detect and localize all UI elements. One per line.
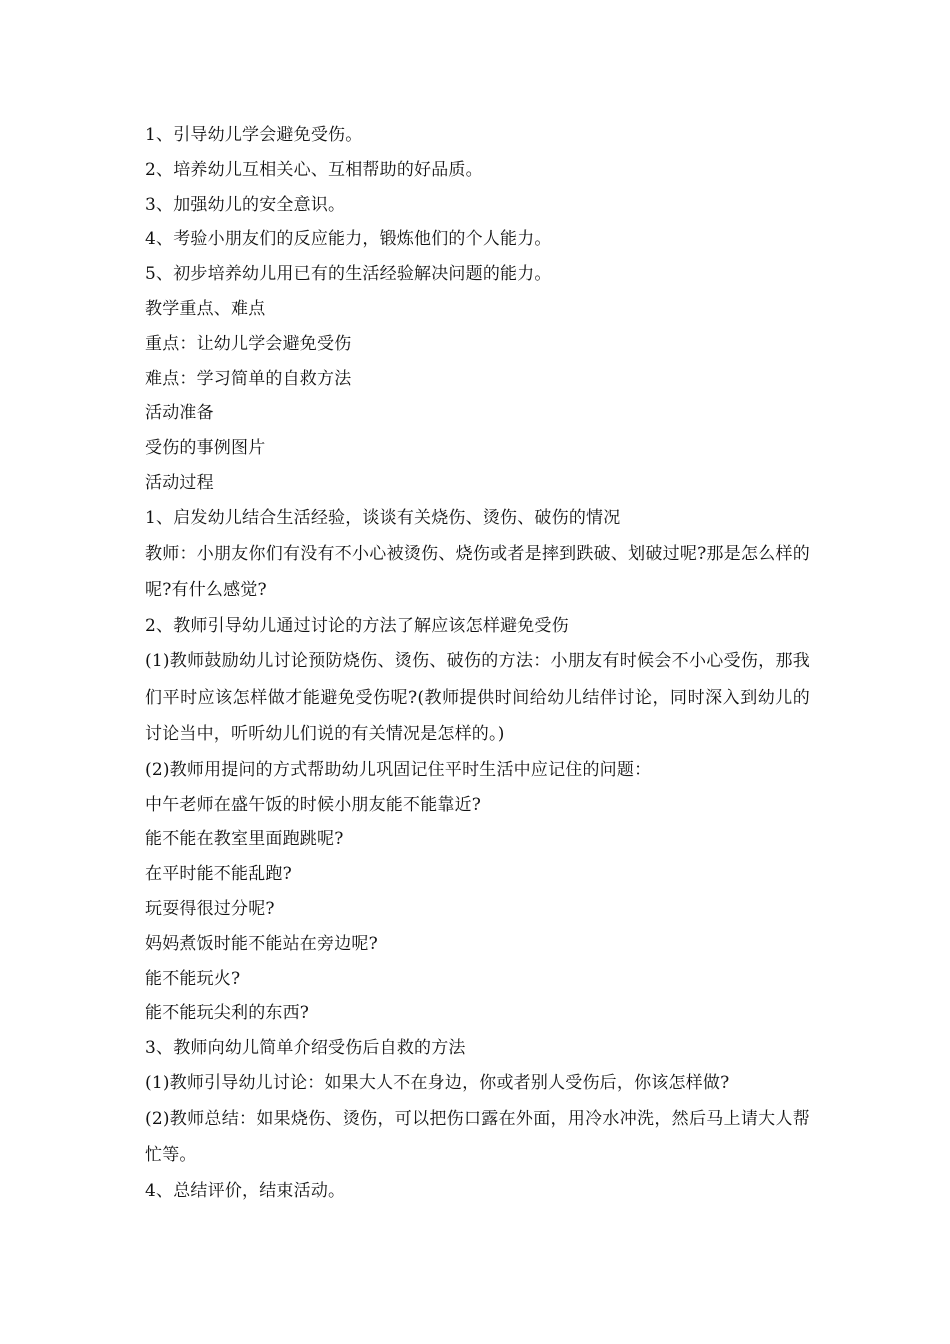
- objective-item: 2、培养幼儿互相关心、互相帮助的好品质。: [145, 159, 483, 180]
- step-4: 4、总结评价，结束活动。: [145, 1180, 346, 1201]
- preparation-text: 受伤的事例图片: [145, 438, 266, 459]
- objective-item: 5、初步培养幼儿用已有的生活经验解决问题的能力。: [145, 264, 552, 285]
- key-point: 重点：让幼儿学会避免受伤: [145, 333, 352, 354]
- question-item: 在平时能不能乱跑?: [145, 864, 292, 885]
- question-item: 中午老师在盛午饭的时候小朋友能不能靠近?: [145, 794, 482, 815]
- step-2-1-paragraph: (1)教师鼓励幼儿讨论预防烧伤、烫伤、破伤的方法：小朋友有时候会不小心受伤，那我们平时应该怎样做才能避免受伤呢?(教师提供时间给幼儿结伴讨论，同时深入到幼儿的讨论当中，听听幼儿们说的有关情况是怎样的。): [145, 651, 810, 745]
- difficulty: 难点：学习简单的自救方法: [145, 368, 352, 389]
- key-points-heading: 教学重点、难点: [145, 298, 266, 319]
- question-item: 妈妈煮饭时能不能站在旁边呢?: [145, 933, 378, 954]
- step-2: 2、教师引导幼儿通过讨论的方法了解应该怎样避免受伤: [145, 615, 569, 636]
- step-3-2-paragraph: (2)教师总结：如果烧伤、烫伤，可以把伤口露在外面，用冷水冲洗，然后马上请大人帮忙等。: [145, 1108, 810, 1166]
- objective-item: 1、引导幼儿学会避免受伤。: [145, 125, 363, 145]
- objective-item: 4、考验小朋友们的反应能力，锻炼他们的个人能力。: [145, 229, 552, 250]
- step-1: 1、启发幼儿结合生活经验，谈谈有关烧伤、烫伤、破伤的情况: [145, 507, 621, 528]
- step-3-1: (1)教师引导幼儿讨论：如果大人不在身边，你或者别人受伤后，你该怎样做?: [145, 1073, 730, 1094]
- step-3: 3、教师向幼儿简单介绍受伤后自救的方法: [145, 1038, 466, 1059]
- question-item: 能不能玩尖利的东西?: [145, 1003, 310, 1024]
- process-heading: 活动过程: [145, 472, 214, 493]
- objective-item: 3、加强幼儿的安全意识。: [145, 194, 346, 215]
- question-item: 玩耍得很过分呢?: [145, 899, 275, 920]
- question-item: 能不能玩火?: [145, 968, 241, 989]
- preparation-heading: 活动准备: [145, 403, 214, 424]
- step-1-teacher-paragraph: 教师：小朋友你们有没有不小心被烫伤、烧伤或者是摔到跌破、划破过呢?那是怎么样的呢?有什么感觉?: [145, 543, 810, 601]
- step-2-2: (2)教师用提问的方式帮助幼儿巩固记住平时生活中应记住的问题：: [145, 759, 652, 780]
- document-body: [145, 118, 810, 1209]
- question-item: 能不能在教室里面跑跳呢?: [145, 829, 344, 850]
